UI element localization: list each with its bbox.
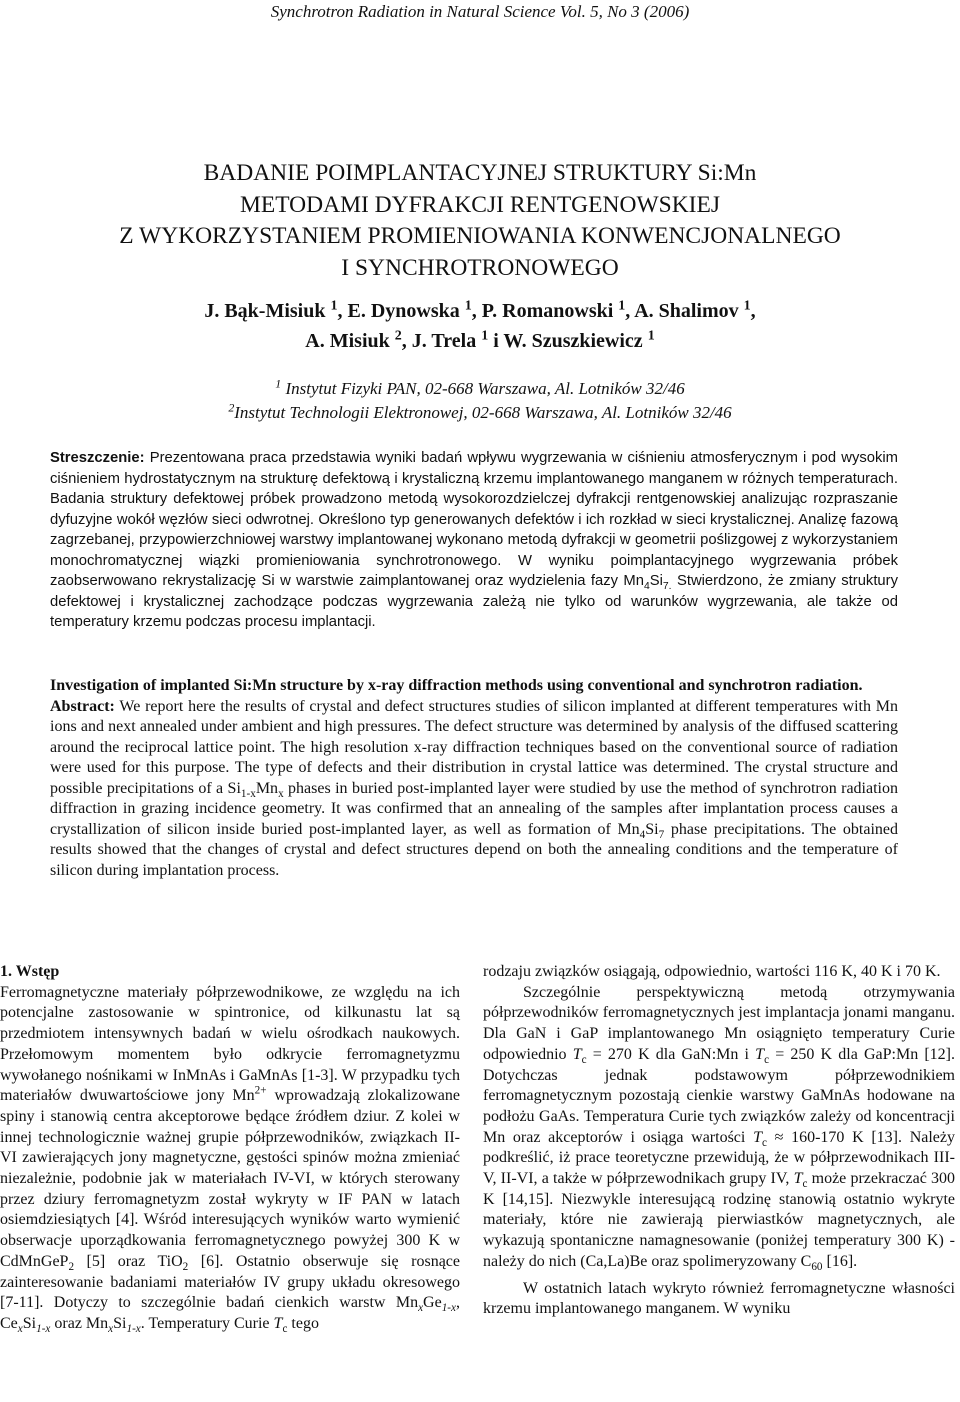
abstract-text: phases in buried post-implanted layer were studied by use the method of synchrotron radiation diffraction in grazing incidence geometry. It was confirmed that an annealing of the samples after implantation process causes a crystallization of silicon inside buried post-implanted layer, as well as formation of Mn xyxy=(50,779,898,838)
abstract-label: Abstract: xyxy=(50,697,115,715)
subscript: 2 xyxy=(68,1261,75,1274)
subscript: 1-x xyxy=(36,1323,51,1336)
superscript: 2+ xyxy=(254,1084,267,1097)
abstract-text: Si xyxy=(645,820,659,838)
affiliation-text: Instytut Technologii Elektronowej, 02-668 Warszawa, Al. Lotników 32/46 xyxy=(234,402,732,422)
body-text: . Temperatury Curie xyxy=(140,1314,274,1332)
author-affiliation-mark: 1 xyxy=(743,298,751,314)
body-paragraph: rodzaju związków osiągają, odpowiednio, wartości 116 K, 40 K i 70 K. xyxy=(483,963,941,980)
author-line xyxy=(0,326,960,356)
author-separator: , xyxy=(625,300,635,322)
author-name: E. Dynowska xyxy=(347,300,460,322)
subscript: c xyxy=(282,1323,288,1336)
author-separator: , xyxy=(337,300,348,322)
affiliation-list xyxy=(0,377,960,424)
math-variable: T xyxy=(572,1045,582,1063)
body-paragraph: W ostatnich latach wykryto również ferromagnetyczne własności krzemu implantowanego manganem. W wyniku xyxy=(483,1279,955,1318)
math-variable: T xyxy=(755,1045,765,1063)
body-paragraph xyxy=(0,983,460,1335)
paper-title xyxy=(0,158,960,284)
abstract-text: We report here the results of crystal and defect structures studies of silicon implanted at different temperatures with Mn ions and next annealed under ambient and high pressures. The defect structure was determined by analysis of the diffused scattering around the reciprocal lattice point. The high resolution x-ray diffraction techniques based on the conventional source of radiation were used for this purpose. The type of defects and their distribution in crystal lattice was determined. The crystal structure and possible precipitations of a Si xyxy=(50,697,898,797)
body-text: ≈ 160-170 K [13]. Należy podkreślić, iż prace teoretyczne przewidują, że w półprzewodnikach III-V, II-VI, a także w półprzewodnikach grupy IV, xyxy=(483,1128,956,1188)
author-name: A. Misiuk xyxy=(305,330,390,352)
english-title: Investigation of implanted Si:Mn structure by x-ray diffraction methods using conventional and synchrotron radiation. xyxy=(50,677,863,694)
author-affiliation-mark: 1 xyxy=(618,298,626,314)
body-text: Szczególnie perspektywiczną metodą otrzymywania półprzewodników ferromagnetycznych jest implantacja jonami manganu. Dla GaN i GaP implantowanego Mn osiągnięto temperatury Curie odpowiednio xyxy=(483,983,955,1063)
author-affiliation-mark: 1 xyxy=(647,328,655,344)
author-name: J. Bąk-Misiuk xyxy=(204,300,326,322)
abstract-text: Si xyxy=(649,573,663,589)
subscript: c xyxy=(764,1054,770,1066)
affiliation-text: Instytut Fizyki PAN, 02-668 Warszawa, Al. Lotników 32/46 xyxy=(285,379,685,398)
author-affiliation-mark: 1 xyxy=(464,298,472,314)
author-separator: i xyxy=(488,330,504,352)
polish-abstract xyxy=(50,448,898,633)
author-separator: , xyxy=(401,330,412,352)
subscript: 4 xyxy=(639,828,646,841)
body-text: , Ce xyxy=(0,1294,460,1332)
body-text: [16]. xyxy=(822,1252,858,1270)
author-name: J. Trela xyxy=(411,330,477,352)
body-text: tego xyxy=(287,1314,319,1332)
author-list xyxy=(0,296,960,356)
title-line: I SYNCHROTRONOWEGO xyxy=(341,254,619,281)
body-text: może przekraczać 300 K [14,15]. Niezwykle interesującą rodzinę stanowią ostatnio wykryte materiały, które nie zawierają pierwiastków magnetycznych, ale wykazują spontaniczne namagnesowanie (poniżej temperatury 300 K) - należy do nich (Ca,La)Be oraz spolimeryzowany C xyxy=(483,1170,956,1270)
author-name: P. Romanowski xyxy=(481,300,614,322)
abstract-text: phase precipitations. The obtained results showed that the changes of crystal and defect structures depend on both the annealing conditions and the temperature of silicon during implantation process. xyxy=(50,820,898,879)
body-text: wprowadzają zlokalizowane spiny i stanowią centra akceptorowe będące źródłem dziur. Z kolei w innej technologicznie ważnej grupie półprzewodników, związkach II-VI zawierających jony magnetyczne, gęstości spinów można zmieniać niezależnie, podobnie jak w materiałach IV-VI, w których sterowany przez dziury ferromagnetyzm został wykryty w IF PAN w latach osiemdziesiątych [4]. Wśród interesujących wyników warto wymienić obserwacje uporządkowania ferromagnetycznego powyżej 300 K w CdMnGeP xyxy=(0,1087,461,1270)
affiliation-number: 1 xyxy=(275,376,282,391)
subscript: 1-x xyxy=(240,787,256,800)
subscript: 2 xyxy=(182,1261,189,1274)
body-paragraph xyxy=(483,983,955,1273)
left-column xyxy=(0,962,460,1335)
body-text: Si xyxy=(22,1314,37,1332)
subscript: 7. xyxy=(662,580,672,592)
abstract-text: Mn xyxy=(255,779,279,797)
body-text: = 270 K dla GaN:Mn i xyxy=(586,1045,756,1063)
title-line: BADANIE POIMPLANTACYJNEJ STRUKTURY Si:Mn xyxy=(203,160,757,186)
subscript: c xyxy=(581,1054,587,1066)
body-text: = 250 K dla GaP:Mn [12]. Dotychczas jednak podstawowym półprzewodnikiem ferromagnetycznym pozostają cienkie warstwy GaMnAs hodowane na podłożu GaAs. Temperatura Curie tych związków zależy od koncentracji Mn oraz akceptorów i osiąga wartości xyxy=(483,1045,956,1146)
english-abstract xyxy=(50,676,898,881)
subscript: 60 xyxy=(811,1261,823,1274)
subscript: 1-x xyxy=(126,1323,141,1336)
math-variable: T xyxy=(273,1314,283,1332)
author-affiliation-mark: 1 xyxy=(481,328,489,344)
abstract-label: Streszczenie: xyxy=(50,450,145,466)
journal-header: Synchrotron Radiation in Natural Science Vol. 5, No 3 (2006) xyxy=(270,2,690,21)
author-name: A. Shalimov xyxy=(634,300,739,322)
subscript: 1-x xyxy=(441,1302,456,1315)
title-line: METODAMI DYFRAKCJI RENTGENOWSKIEJ xyxy=(239,191,720,218)
author-line xyxy=(0,296,960,326)
subscript: c xyxy=(802,1178,808,1191)
author-separator: , xyxy=(471,300,482,322)
subscript: c xyxy=(761,1136,767,1149)
abstract-text: Stwierdzono, że zmiany struktury defektowej i krystalicznej zachodzące podczas wygrzewania zależą nie tylko od warunków wygrzewania, ale także od temperatury krzemu podczas procesu implantacji. xyxy=(50,573,898,630)
title-line: Z WYKORZYSTANIEM PROMIENIOWANIA KONWENCJONALNEGO xyxy=(119,223,841,249)
affiliation xyxy=(0,401,960,425)
subscript: x xyxy=(108,1323,114,1336)
affiliation xyxy=(0,377,960,401)
author-name: W. Szuszkiewicz xyxy=(503,330,643,352)
affiliation-number: 2 xyxy=(228,399,235,414)
subscript: 4 xyxy=(643,580,650,592)
author-affiliation-mark: 1 xyxy=(330,298,338,314)
math-variable: T xyxy=(793,1170,803,1188)
math-variable: T xyxy=(753,1128,762,1146)
body-text: [5] oraz TiO xyxy=(74,1252,183,1270)
subscript: x xyxy=(418,1302,424,1315)
body-text: Ge xyxy=(423,1294,442,1312)
author-separator: , xyxy=(750,300,756,322)
subscript: x xyxy=(278,787,284,800)
body-text: [6]. Ostatnio obserwuje się rosnące zainteresowanie badaniami materiałów IV grupy układu okresowego [7-11]. Dotyczy to szczególnie badań cienkich warstw Mn xyxy=(0,1252,461,1312)
body-text: Ferromagnetyczne materiały półprzewodnikowe, ze względu na ich potencjalne zastosowanie w spintronice, od kilkunastu lat są przedmiotem intensywnych badań w wielu ośrodkach naukowych. Przełomowym momentem było odkrycie ferromagnetyzmu wywołanego nośnikami w InMnAs i GaMnAs [1-3]. W przypadku tych materiałów dwuwartościowe jony Mn xyxy=(0,983,460,1105)
body-text: Si xyxy=(113,1314,127,1332)
right-column xyxy=(483,962,955,1320)
section-heading: 1. Wstęp xyxy=(0,963,60,980)
abstract-text: Prezentowana praca przedstawia wyniki badań wpływu wygrzewania w ciśnieniu atmosferycznym i pod wysokim ciśnieniem hydrostatycznym na strukturę defektową i krystaliczną krzemu implantowanego manganem w różnych temperaturach. Badania struktury defektowej próbek prowadzono metodą wysokorozdzielczej dyfrakcji rentgenowskiej analizując rozpraszanie dyfuzyjne wokół węzłów sieci odwrotnej. Określono typ generowanych defektów i ich rozkład w sieci krystalicznej. Analizę fazową zagrzebanej, przypowierzchniowej warstwy implantowanej wykonano metodą dyfrakcji w geometrii poślizgowej z wykorzystaniem monochromatycznej wiązki promieniowania synchrotronowego. W wyniku poimplantacyjnego wygrzewania próbek zaobserwowano rekrystalizację Si w warstwie zaimplantowanej oraz wydzielenia fazy Mn xyxy=(50,450,898,589)
subscript: x xyxy=(17,1323,23,1336)
body-text: oraz Mn xyxy=(50,1314,109,1332)
subscript: 7 xyxy=(658,828,665,841)
author-affiliation-mark: 2 xyxy=(394,328,402,344)
